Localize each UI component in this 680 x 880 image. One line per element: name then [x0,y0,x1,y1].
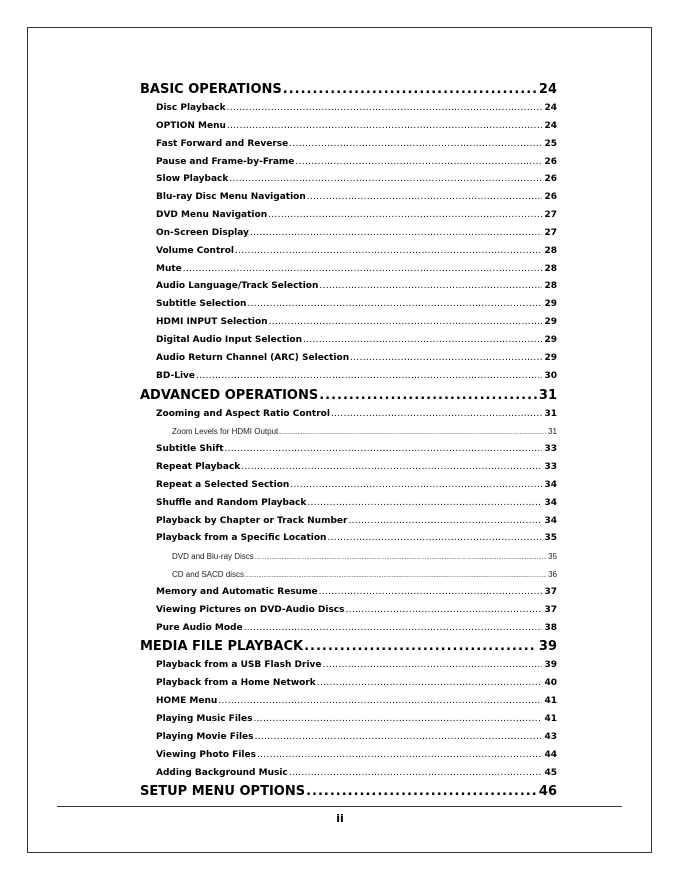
toc-dot-leader [307,495,542,513]
toc-dot-leader [327,530,542,548]
toc-entry-title: Viewing Photo Files [156,749,256,760]
toc-entry[interactable] [140,243,557,261]
toc-entry[interactable] [140,675,557,693]
toc-entry-page-number: 31 [544,408,557,419]
toc-entry-page-number: 28 [544,263,557,274]
toc-dot-leader [241,459,542,477]
toc-entry[interactable] [140,729,557,747]
toc-entry-title: Repeat Playback [156,462,241,473]
toc-entry-page-number: 37 [544,586,557,597]
toc-subentry[interactable] [140,566,557,584]
toc-entry-title: Slow Playback [156,174,229,185]
toc-dot-leader [227,118,543,136]
toc-entry-title: DVD Menu Navigation [156,210,268,221]
toc-entry-page-number: 28 [544,245,557,256]
toc-dot-leader [319,584,543,602]
toc-dot-leader [317,675,543,693]
toc-dot-leader [245,568,546,584]
toc-entry[interactable] [140,459,557,477]
toc-dot-leader [319,386,537,406]
toc-dot-leader [350,350,542,368]
toc-entry[interactable] [140,100,557,118]
toc-entry-page-number: 26 [544,192,557,203]
toc-dot-leader [269,314,543,332]
toc-entry[interactable] [140,225,557,243]
toc-entry-title: Playback from a Home Network [156,678,316,689]
toc-entry-title: Fast Forward and Reverse [156,138,289,149]
toc-entry-page-number: 34 [544,497,557,508]
toc-entry[interactable] [140,584,557,602]
toc-entry-title: Adding Background Music [156,767,288,778]
toc-entry[interactable] [140,136,557,154]
toc-entry-page-number: 24 [544,103,557,113]
toc-entry-title: Playing Movie Files [156,731,254,742]
toc-entry[interactable] [140,207,557,225]
toc-entry-page-number: 34 [544,479,557,490]
footer-divider [57,806,622,807]
toc-entry-page-number: 31 [538,387,557,403]
toc-entry-page-number: 39 [544,660,557,671]
toc-dot-leader [289,765,543,783]
toc-entry-page-number: 40 [544,678,557,689]
toc-entry-page-number: 44 [544,749,557,760]
toc-entry-title: Playback by Chapter or Track Number [156,515,348,526]
toc-entry[interactable] [140,332,557,350]
toc-entry[interactable] [140,314,557,332]
toc-entry[interactable] [140,513,557,531]
toc-entry[interactable] [140,495,557,513]
toc-entry-title: Subtitle Shift [156,444,224,455]
toc-dot-leader [295,154,542,172]
toc-dot-leader [283,80,537,100]
toc-entry-page-number: 34 [544,515,557,526]
toc-entry-page-number: 39 [538,639,557,655]
toc-entry-page-number: 29 [544,334,557,345]
toc-entry-title: BASIC OPERATIONS [140,82,282,97]
toc-section-entry[interactable] [140,80,557,100]
toc-entry-page-number: 28 [544,281,557,292]
toc-entry-page-number: 27 [544,227,557,238]
toc-entry-page-number: 27 [544,210,557,221]
toc-dot-leader [253,711,542,729]
toc-entry-title: On-Screen Display [156,227,249,238]
toc-entry-title: MEDIA FILE PLAYBACK [140,639,304,655]
toc-entry-title: Playback from a USB Flash Drive [156,660,322,671]
toc-dot-leader [331,406,543,424]
toc-dot-leader [348,513,542,531]
toc-dot-leader [247,296,542,314]
toc-subentry[interactable] [140,423,557,441]
toc-entry-page-number: 29 [544,352,557,363]
toc-entry[interactable] [140,693,557,711]
toc-entry-title: Zooming and Aspect Ratio Control [156,408,330,419]
toc-entry[interactable] [140,368,557,386]
toc-entry-title: Volume Control [156,245,234,256]
toc-entry-title: Zoom Levels for HDMI Output [172,427,279,437]
toc-entry[interactable] [140,171,557,189]
toc-entry-title: Blu-ray Disc Menu Navigation [156,192,306,203]
toc-entry[interactable] [140,530,557,548]
toc-entry-title: HDMI INPUT Selection [156,317,268,328]
toc-dot-leader [346,602,543,620]
toc-entry-page-number: 33 [544,462,557,473]
toc-entry[interactable] [140,296,557,314]
toc-entry-page-number: 37 [544,604,557,615]
toc-entry-page-number: 31 [548,427,557,437]
footer-page-number: ii [336,812,344,825]
toc-entry[interactable] [140,620,557,638]
toc-entry-title: ADVANCED OPERATIONS [140,387,319,403]
toc-dot-leader [289,136,542,154]
toc-entry-page-number: 26 [544,174,557,185]
toc-entry-page-number: 38 [544,622,557,633]
toc-entry-page-number: 30 [544,370,557,381]
toc-entry[interactable] [140,657,557,675]
toc-entry-title: Repeat a Selected Section [156,479,290,490]
toc-entry-title: DVD and Blu-ray Discs [172,552,254,562]
toc-dot-leader [306,782,537,802]
toc-entry-page-number: 46 [538,784,557,800]
toc-entry-title: Subtitle Selection [156,299,247,310]
toc-entry-page-number: 25 [544,138,557,149]
toc-entry-page-number: 43 [544,731,557,742]
toc-dot-leader [279,425,546,441]
toc-entry-page-number: 35 [548,552,557,562]
toc-entry[interactable] [140,602,557,620]
toc-entry-title: Playing Music Files [156,714,253,724]
toc-entry-title: Shuffle and Random Playback [156,497,307,508]
toc-entry-title: Audio Return Channel (ARC) Selection [156,352,350,363]
toc-dot-leader [183,261,543,279]
toc-entry-title: Audio Language/Track Selection [156,281,319,292]
toc-entry-title: Playback from a Specific Location [156,533,327,544]
toc-entry-page-number: 24 [544,120,557,131]
toc-entry-title: HOME Menu [156,696,218,707]
toc-entry-title: Memory and Automatic Resume [156,586,318,597]
toc-entry-page-number: 29 [544,317,557,328]
toc-entry-page-number: 33 [544,444,557,455]
table-of-contents [140,80,557,802]
toc-dot-leader [255,550,546,566]
toc-entry-page-number: 45 [544,767,557,778]
toc-entry-title: Mute [156,263,182,274]
toc-dot-leader [303,332,542,350]
toc-subentry[interactable] [140,548,557,566]
toc-entry-title: Pure Audio Mode [156,622,243,633]
toc-entry-page-number: 35 [544,533,557,544]
toc-dot-leader [218,693,542,711]
toc-dot-leader [304,637,537,657]
toc-dot-leader [196,368,542,386]
toc-entry-page-number: 24 [538,82,557,97]
toc-dot-leader [244,620,543,638]
toc-dot-leader [255,729,543,747]
toc-entry[interactable] [140,189,557,207]
toc-section-entry[interactable] [140,386,557,406]
toc-entry[interactable] [140,747,557,765]
toc-dot-leader [257,747,543,765]
toc-entry-title: BD-Live [156,370,196,381]
toc-entry-title: Digital Audio Input Selection [156,334,303,345]
toc-dot-leader [227,100,543,118]
toc-entry-title: CD and SACD discs [172,570,245,580]
toc-entry[interactable] [140,477,557,495]
toc-entry-title: Viewing Pictures on DVD-Audio Discs [156,604,345,615]
toc-entry-page-number: 41 [544,696,557,707]
toc-entry[interactable] [140,154,557,172]
toc-entry[interactable] [140,261,557,279]
toc-dot-leader [268,207,542,225]
toc-dot-leader [250,225,543,243]
toc-entry[interactable] [140,350,557,368]
toc-entry-page-number: 29 [544,299,557,310]
toc-entry[interactable] [140,711,557,729]
toc-dot-leader [229,171,542,189]
toc-entry-page-number: 26 [544,156,557,167]
toc-dot-leader [323,657,543,675]
toc-entry[interactable] [140,118,557,136]
toc-entry-title: SETUP MENU OPTIONS [140,784,306,800]
toc-entry-title: Pause and Frame-by-Frame [156,156,295,167]
toc-entry[interactable] [140,406,557,424]
toc-entry[interactable] [140,441,557,459]
toc-dot-leader [225,441,543,459]
toc-entry[interactable] [140,765,557,783]
toc-dot-leader [290,477,542,495]
toc-dot-leader [235,243,543,261]
toc-dot-leader [307,189,543,207]
toc-entry-page-number: 36 [548,570,557,580]
toc-entry-page-number: 41 [544,714,557,724]
toc-section-entry[interactable] [140,637,557,657]
toc-entry-title: OPTION Menu [156,120,226,131]
toc-entry[interactable] [140,278,557,296]
toc-section-entry[interactable] [140,782,557,802]
toc-dot-leader [319,278,542,296]
toc-entry-title: Disc Playback [156,103,226,113]
